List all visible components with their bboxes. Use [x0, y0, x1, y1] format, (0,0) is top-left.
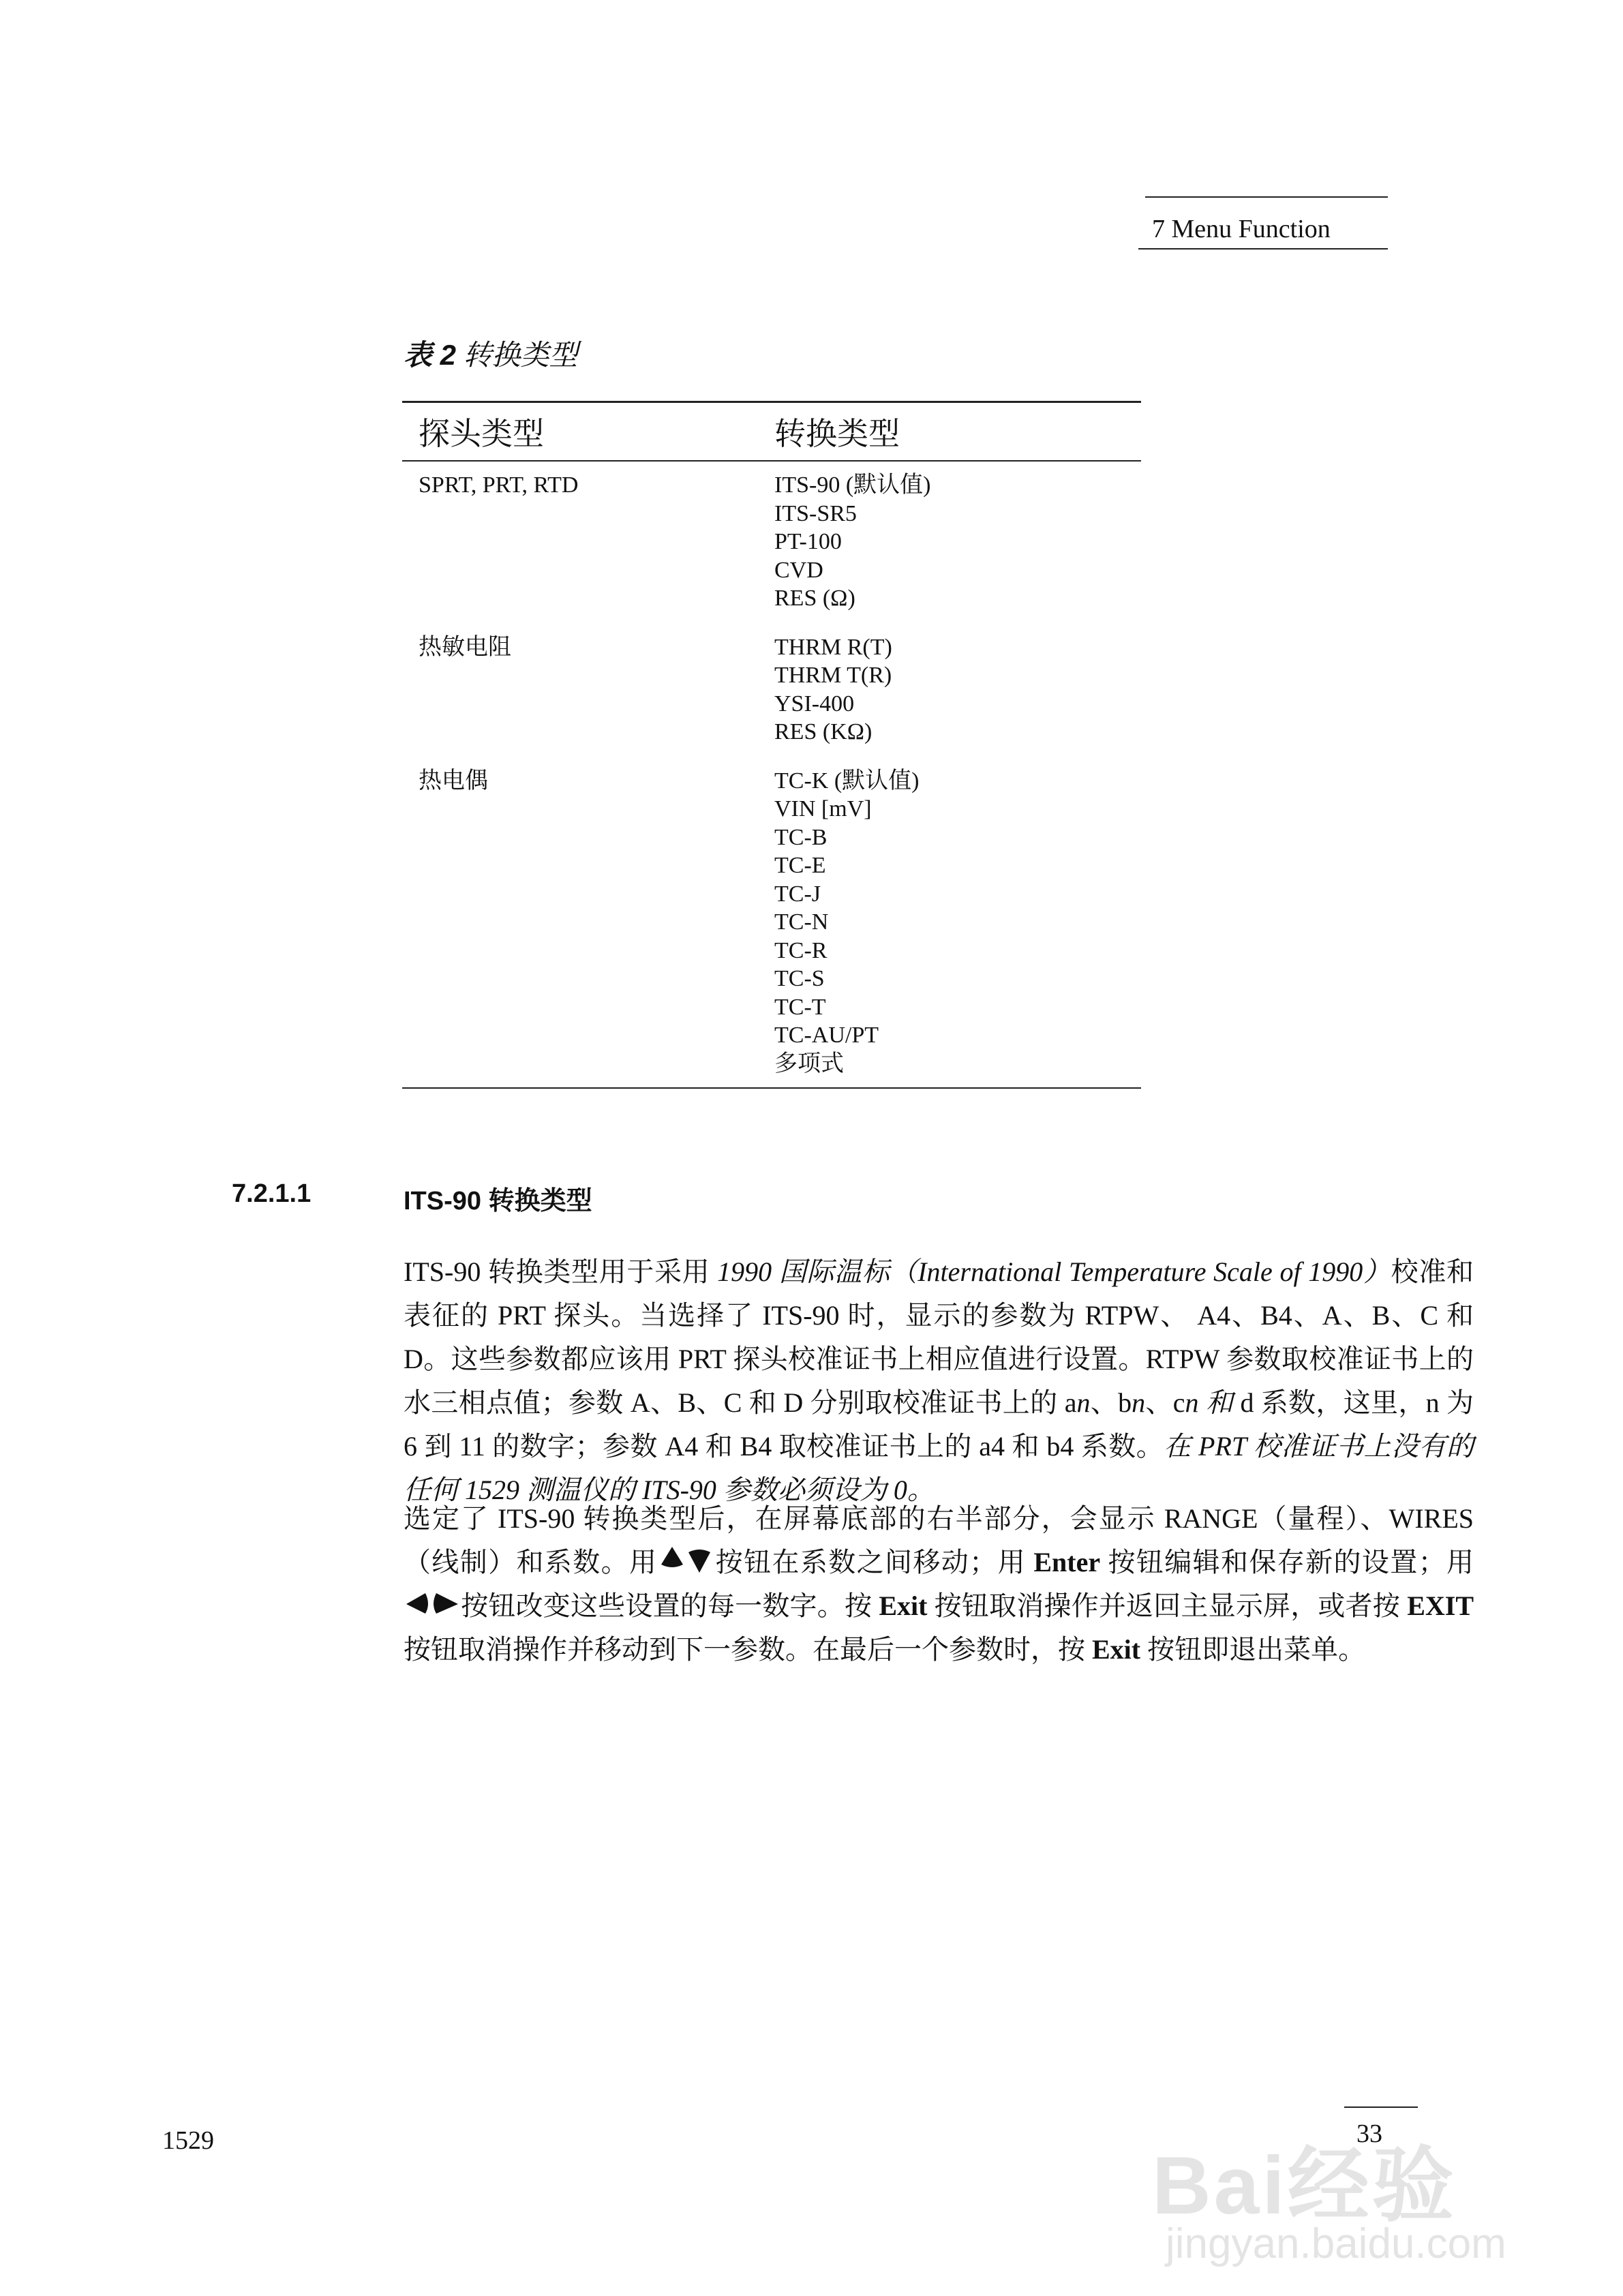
conversion-type-item: RES (Ω) — [774, 586, 855, 611]
conversion-type-item: VIN [mV] — [774, 796, 872, 821]
baidu-jingyan-watermark — [1152, 2079, 1534, 2277]
conversion-type-item: ITS-90 (默认值) — [774, 472, 931, 498]
table-bottom-rule — [402, 1087, 1141, 1089]
conversion-type-item: TC-T — [774, 994, 826, 1020]
conversion-type-item: PT-100 — [774, 529, 842, 554]
left-right-arrow-keys-icon — [405, 1588, 459, 1619]
up-down-arrow-keys-icon — [658, 1544, 713, 1575]
table-caption-title: 转换类型 — [463, 340, 578, 372]
table-body — [402, 471, 1141, 1078]
table-cell-conversion-types — [773, 767, 1141, 1078]
conversion-type-item: THRM R(T) — [774, 634, 892, 660]
conversion-type-item: TC-E — [774, 853, 826, 878]
conversion-type-item: THRM T(R) — [774, 663, 892, 688]
conversion-type-item: TC-AU/PT — [774, 1023, 879, 1048]
paragraph-its90-description: ITS-90 转换类型用于采用 1990 国际温标（International Temperature Scale of 1990）校准和表征的 PRT 探头。当选择了 ITS-90 时，显示的参数为 RTPW、 A4、B4、A、B、C 和 D。这些参数都应该用 PRT 探头校准证书上相应值进行设置。RTPW 参数取校准证书上的水三相点值；参数 A、B、C 和 D 分别取校准证书上的 an、bn、cn 和 d 系数，这里，n 为 6 到 11 的数字；参数 A4 和 B4 取校准证书上的 a4 和 b4 系数。在 PRT 校准证书上没有的任何 1529 测温仪的 ITS-90 参数必须设为 0。 — [404, 1256, 1474, 1505]
table-header-conversion-type: 转换类型 — [774, 415, 900, 452]
table-caption — [404, 333, 578, 374]
watermark-url: jingyan.baidu.com — [1166, 2220, 1506, 2267]
table-header-row — [402, 403, 1141, 460]
section-title: ITS-90 转换类型 — [404, 1187, 592, 1215]
footer-model-number: 1529 — [162, 2126, 214, 2155]
table-caption-number: 表 2 — [404, 339, 457, 371]
conversion-type-item: TC-B — [774, 824, 828, 850]
conversion-type-item: TC-R — [774, 937, 828, 963]
header-rule-top — [1145, 196, 1388, 198]
table-header-probe-type: 探头类型 — [419, 415, 544, 452]
running-header-title: 7 Menu Function — [1152, 215, 1331, 243]
conversion-type-item: TC-J — [774, 881, 821, 907]
conversion-type-item: CVD — [774, 557, 823, 583]
table-cell-conversion-types — [773, 471, 1141, 613]
conversion-type-item: RES (KΩ) — [774, 719, 873, 744]
table-cell-probe-type: 热敏电阻 — [419, 634, 511, 660]
paragraph-its90-operation: 选定了 ITS-90 转换类型后，在屏幕底部的右半部分，会显示 RANGE（量程）、WIRES（线制）和系数。用 按钮在系数之间移动；用 Enter 按钮编辑和保存新的设置；用按钮改变这些设置的每一数字。按 Exit 按钮取消操作并返回主显示屏，或者按 EXIT 按钮取消操作并移动到下一参数。在最后一个参数时，按 Exit 按钮即退出菜单。 — [404, 1503, 1474, 1665]
conversion-type-table — [402, 401, 1141, 1089]
conversion-type-item: TC-S — [774, 966, 825, 991]
conversion-type-item: TC-N — [774, 909, 829, 935]
table-cell-conversion-types — [773, 633, 1141, 746]
conversion-type-item: YSI-400 — [774, 691, 855, 716]
table-cell-probe-type: SPRT, PRT, RTD — [419, 472, 579, 498]
conversion-type-item: ITS-SR5 — [774, 500, 857, 526]
section-number: 7.2.1.1 — [232, 1179, 312, 1208]
footer-page-number: 33 — [1356, 2119, 1382, 2148]
table-row — [402, 471, 1141, 613]
conversion-type-item: 多项式 — [774, 1051, 844, 1076]
table-cell-probe-type: 热电偶 — [419, 768, 488, 794]
header-rule-bottom — [1138, 248, 1388, 250]
table-row — [402, 633, 1141, 746]
watermark-logo-text: Bai经验 — [1152, 2140, 1457, 2231]
conversion-type-item: TC-K (默认值) — [774, 768, 920, 794]
table-row — [402, 767, 1141, 1078]
